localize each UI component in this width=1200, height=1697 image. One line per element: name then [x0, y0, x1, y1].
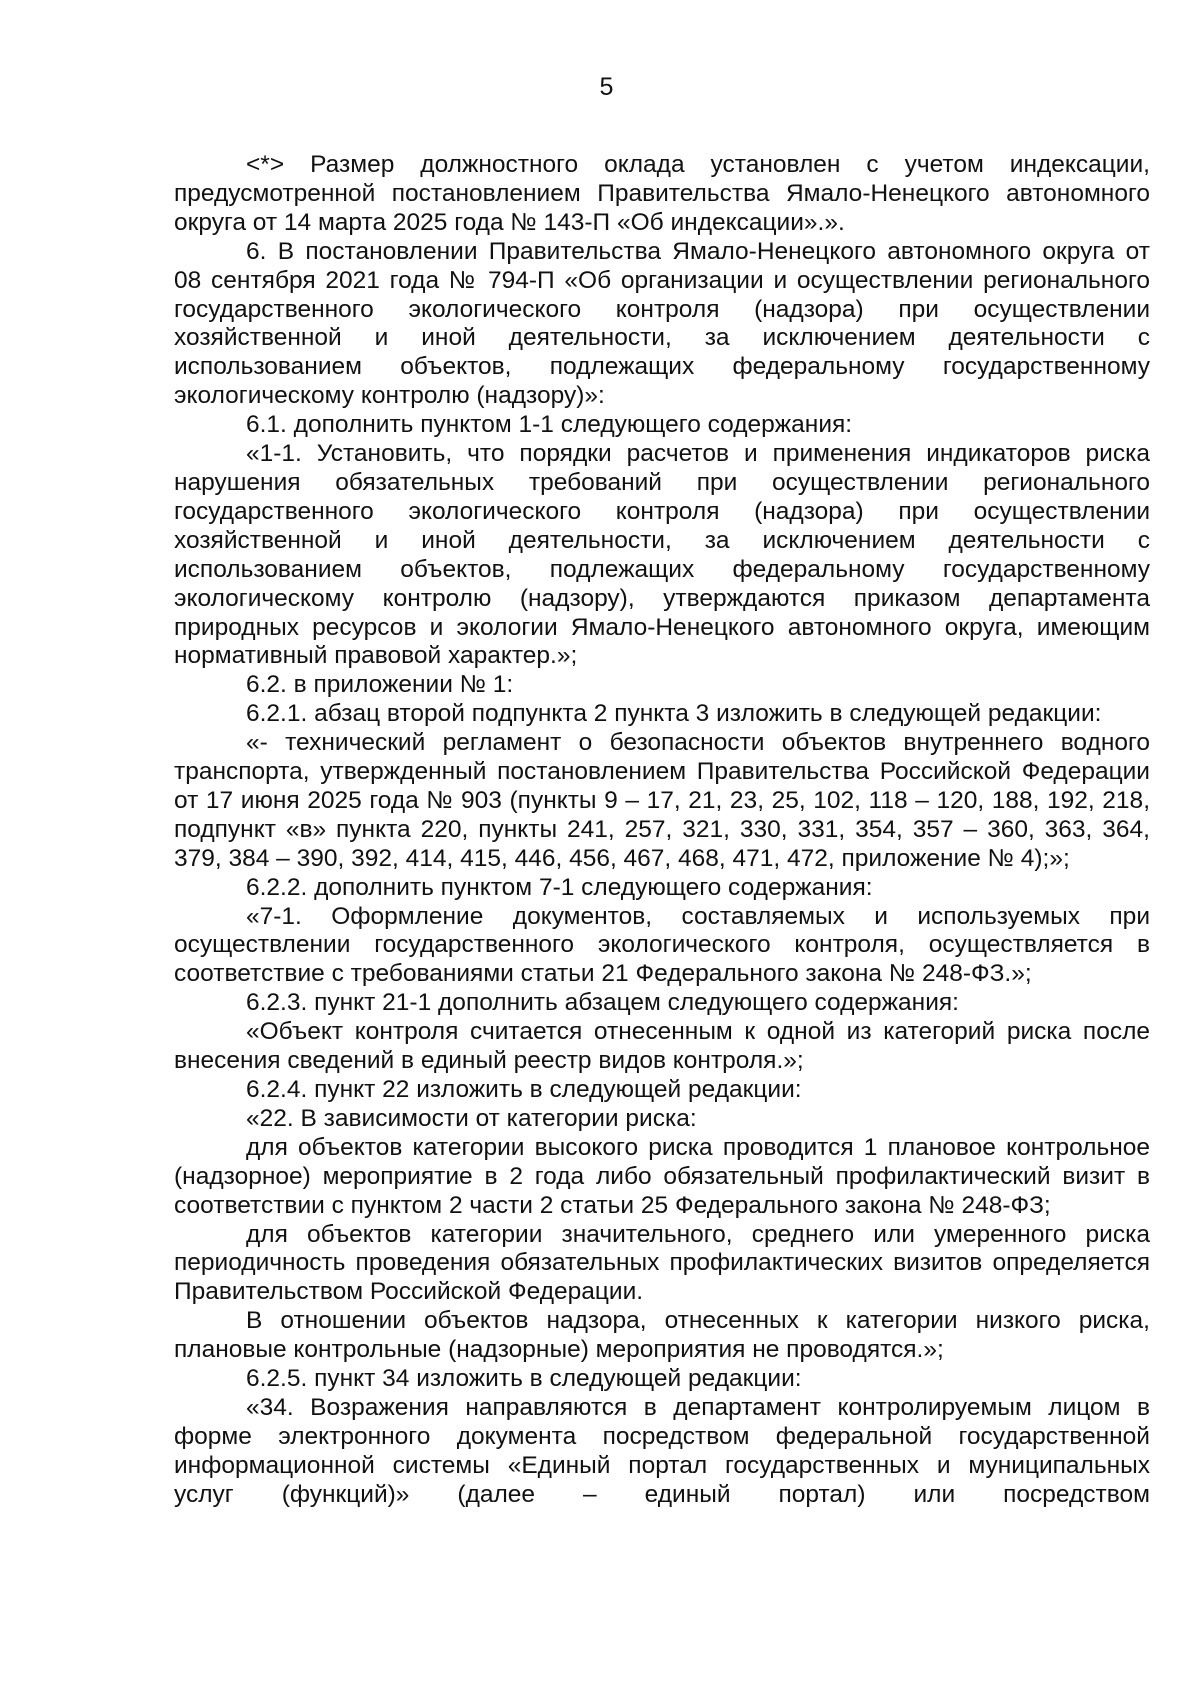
paragraph: 6.2.5. пункт 34 изложить в следующей редакции: — [246, 1365, 802, 1393]
page-number: 5 — [599, 73, 614, 101]
document-body — [174, 151, 1150, 1510]
paragraph: 6.2. в приложении № 1: — [246, 671, 514, 699]
paragraph: 6.2.4. пункт 22 изложить в следующей редакции: — [246, 1076, 802, 1103]
paragraph: 6.2.3. пункт 21-1 дополнить абзацем следующего содержания: — [246, 989, 959, 1017]
paragraph: 6.2.1. абзац второй подпункта 2 пункта 3 изложить в следующей редакции: — [246, 700, 1102, 728]
paragraph: «Объект контроля считается отнесенным к одной из категорий риска после внесения сведений в единый реестр видов контроля.»; — [174, 1018, 1150, 1075]
paragraph: <*> Размер должностного оклада установлен с учетом индексации, предусмотренной постановлением Правительства Ямало-Ненецкого автономного округа от 14 марта 2025 года № 143-П «Об индексации».». — [174, 151, 1150, 236]
paragraph: для объектов категории значительного, среднего или умеренного риска периодичность проведения обязательных профилактических визитов определяется Правительством Российской Федерации. — [174, 1220, 1150, 1306]
paragraph: 6.1. дополнить пунктом 1-1 следующего содержания: — [246, 411, 853, 439]
paragraph: «22. В зависимости от категории риска: — [246, 1104, 697, 1132]
paragraph: 6. В постановлении Правительства Ямало-Ненецкого автономного округа от 08 сентября 2021 года № 794-П «Об организации и осуществлении регионального государственного экологического контроля (надзора) при осуществлении хозяйственной и иной деятельности, за исключением деятельности с использованием объектов, подлежащих федеральному государственному экологическому контролю (надзору)»: — [174, 237, 1150, 410]
paragraph: «7-1. Оформление документов, составляемых и используемых при осуществлении государственного экологического контроля, осуществляется в соответствие с требованиями статьи 21 Федерального закона № 248-ФЗ.»; — [174, 902, 1150, 988]
paragraph: «34. Возражения направляются в департамент контролируемым лицом в форме электронного документа посредством федеральной государственной информационной системы «Единый портал государственных и муниципальных услуг (функций)» (далее – единый портал) или посредством — [174, 1393, 1150, 1508]
paragraph: 6.2.2. дополнить пунктом 7-1 следующего содержания: — [246, 873, 873, 901]
paragraph: В отношении объектов надзора, отнесенных к категории низкого риска, плановые контрольные (надзорные) мероприятия не проводятся.»; — [174, 1307, 1150, 1364]
paragraph: «1-1. Установить, что порядки расчетов и применения индикаторов риска нарушения обязательных требований при осуществлении регионального государственного экологического контроля (надзора) при осуществлении хозяйственной и иной деятельности, за исключением деятельности с использованием объектов, подлежащих федеральному государственному экологическому контролю (надзору), утверждаются приказом департамента природных ресурсов и экологии Ямало-Ненецкого автономного округа, имеющим нормативный правовой характер.»; — [174, 440, 1150, 670]
paragraph: для объектов категории высокого риска проводится 1 плановое контрольное (надзорное) мероприятие в 2 года либо обязательный профилактический визит в соответствии с пунктом 2 части 2 статьи 25 Федерального закона № 248-ФЗ; — [174, 1133, 1150, 1219]
paragraph: «- технический регламент о безопасности объектов внутреннего водного транспорта, утвержденный постановлением Правительства Российской Федерации от 17 июня 2025 года № 903 (пункты 9 – 17, 21, 23, 25, 102, 118 – 120, 188, 192, 218, подпункт «в» пункта 220, пункты 241, 257, 321, 330, 331, 354, 357 – 360, 363, 364, 379, 384 – 390, 392, 414, 415, 446, 456, 467, 468, 471, 472, приложение № 4);»; — [174, 729, 1150, 872]
